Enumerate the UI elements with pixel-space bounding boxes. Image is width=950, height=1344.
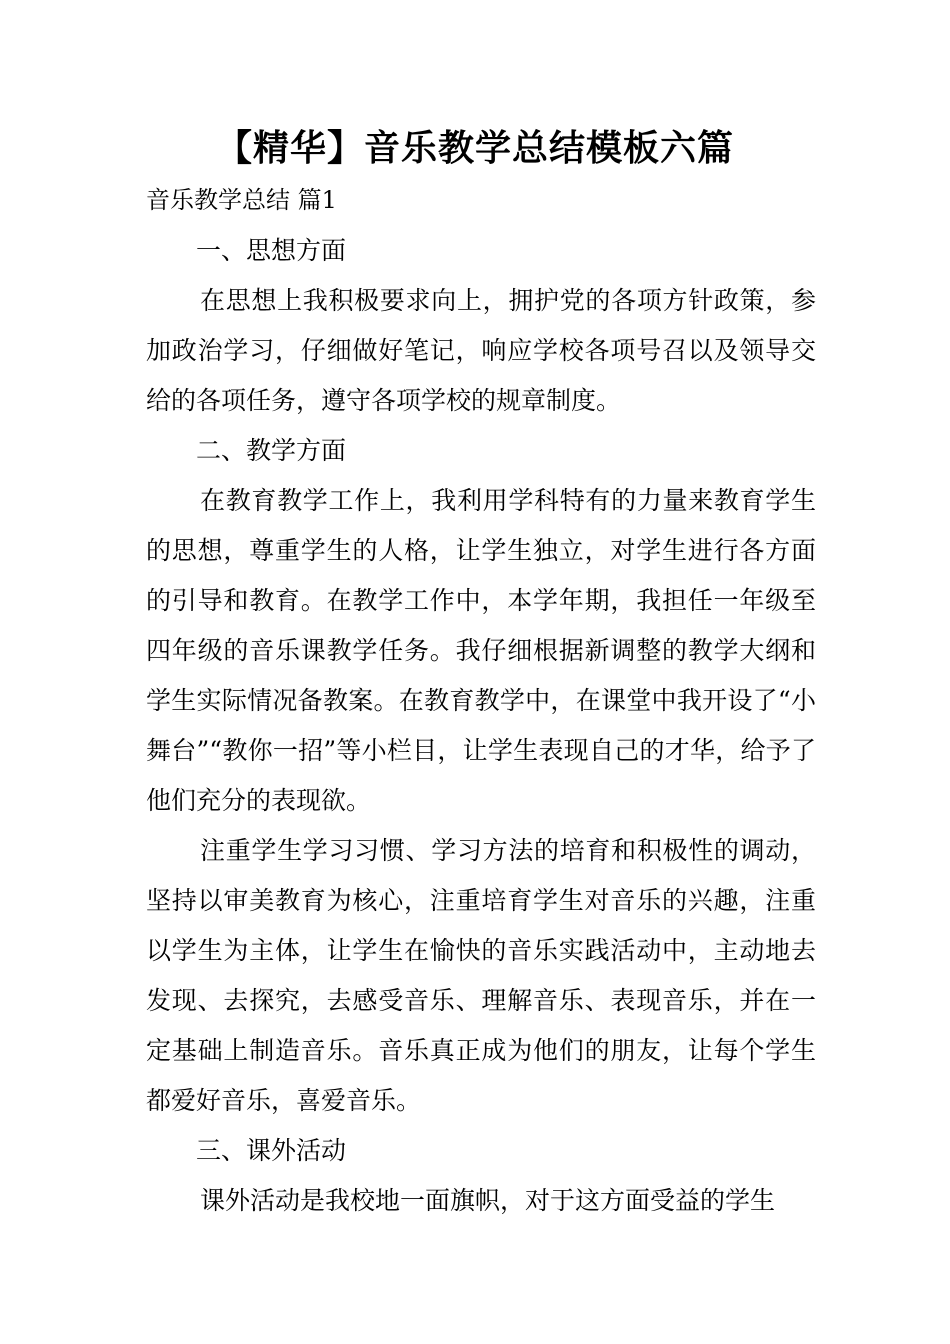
paragraph-thought: 在思想上我积极要求向上，拥护党的各项方针政策，参加政治学习，仔细做好笔记，响应学校各项号召以及领导交给的各项任务，遵守各项学校的规章制度。: [146, 286, 816, 415]
section-heading-thought: 一、思想方面: [196, 236, 347, 265]
document-subtitle: 音乐教学总结 篇1: [146, 186, 337, 214]
document-title: 【精华】音乐教学总结模板六篇: [215, 128, 734, 169]
paragraph-teaching: 在教育教学工作上，我利用学科特有的力量来教育学生的思想，尊重学生的人格，让学生独立，对学生进行各方面的引导和教育。在教学工作中，本学年期，我担任一年级至四年级的音乐课教学任务。我仔细根据新调整的教学大纲和学生实际情况备教案。在教育教学中，在课堂中我开设了“小舞台”“教你一招”等小栏目，让学生表现自己的才华，给予了他们充分的表现欲。: [146, 486, 816, 815]
section-heading-teaching: 二、教学方面: [196, 436, 347, 465]
paragraph-activities: 课外活动是我校地一面旗帜，对于这方面受益的学生: [200, 1186, 776, 1215]
paragraph-habits: 注重学生学习习惯、学习方法的培育和积极性的调动，坚持以审美教育为核心，注重培育学生对音乐的兴趣，注重以学生为主体，让学生在愉快的音乐实践活动中，主动地去发现、去探究，去感受音乐、理解音乐、表现音乐，并在一定基础上制造音乐。音乐真正成为他们的朋友，让每个学生都爱好音乐，喜爱音乐。: [146, 836, 816, 1115]
section-heading-activities: 三、课外活动: [196, 1136, 347, 1165]
document-body: [146, 226, 816, 1226]
